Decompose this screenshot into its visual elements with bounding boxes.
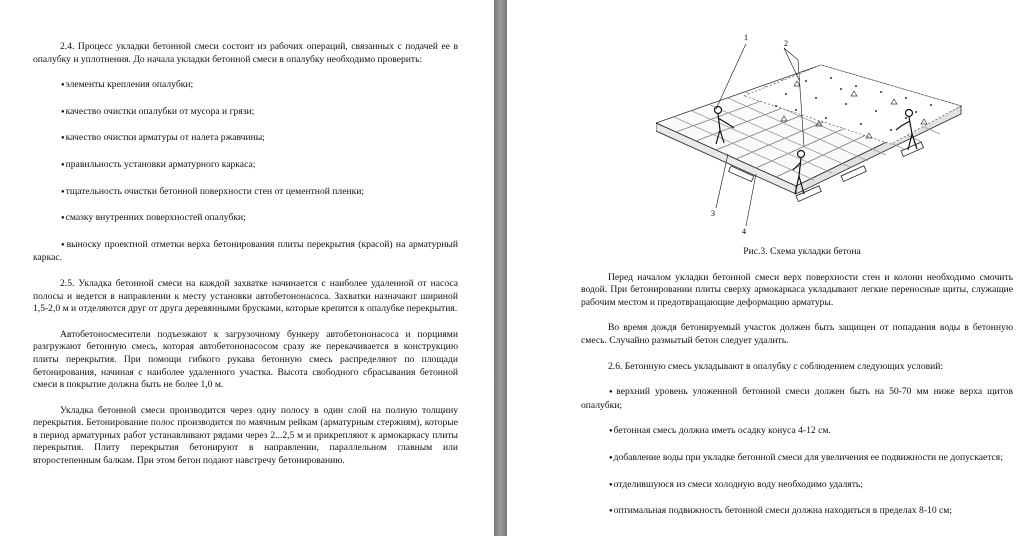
document-page-right xyxy=(507,0,1023,536)
bullet-item: ● элементы крепления опалубки; xyxy=(33,79,458,93)
document-page-left xyxy=(0,0,494,536)
figure-caption: Рис.3. Схема укладки бетона xyxy=(743,246,861,257)
paragraph-layer-placement: Укладка бетонной смеси производится через одну полосу в один слой на полную толщину перекрытия. Бетонирование полос производится по маячным рейкам (арматурным стержням), которые в период арматурных работ устанавливают рядами через 2...2,5 м и прикрепляют к армокаркасу плиты перекрытия. Плиту перекрытия бетонируют в направлении, параллельном главным или второстепенным балкам. При этом бетон подают навстречу бетонированию. xyxy=(33,404,458,467)
concrete-placement-diagram xyxy=(656,26,996,244)
bullet-item: ● смазку внутренних поверхностей опалубки; xyxy=(33,212,458,226)
bullet-item: ● выноску проектной отметки верха бетонирования плиты перекрытия (красой) на арматурный каркас. xyxy=(33,239,458,265)
bullet-item: ● оптимальная подвижность бетонной смеси должна находиться в пределах 8-10 см; xyxy=(581,505,1013,519)
page-gutter xyxy=(494,0,507,536)
bullet-item: ● отделившуюся из смеси холодную воду необходимо удалять; xyxy=(581,479,1013,493)
bullet-item: ● тщательность очистки бетонной поверхности стен от цементной пленки; xyxy=(33,186,458,200)
bullet-item: ● правильность установки арматурного каркаса; xyxy=(33,159,458,173)
slab-illustration xyxy=(656,26,996,244)
figure-label-2: 2 xyxy=(784,39,788,48)
bullet-item: ● добавление воды при укладке бетонной смеси для увеличения ее подвижности не допускается; xyxy=(581,452,1013,466)
bullet-item: ● бетонная смесь должна иметь осадку конуса 4-12 см. xyxy=(581,425,1013,439)
figure-label-3: 3 xyxy=(711,209,715,218)
bullet-item: ● качество очистки опалубки от мусора и грязи; xyxy=(33,106,458,120)
bullet-item: ● верхний уровень уложенной бетонной смеси должен быть на 50-70 мм ниже верха щитов опалубки; xyxy=(581,386,1013,412)
figure-label-4: 4 xyxy=(742,227,746,236)
figure-label-1: 1 xyxy=(744,33,748,42)
paragraph-2-6: 2.6. Бетонную смесь укладывают в опалубку с соблюдением следующих условий: xyxy=(608,360,944,372)
paragraph-2-5: 2.5. Укладка бетонной смеси на каждой захватке начинается с наиболее удаленной от насоса полосы и ведется в направлении к месту установки автобетононасоса. Захватки назначают шириной 1,5-2,0 м и отделяются друг от друга деревянными брусками, которые крепятся к опалубке перекрытия. xyxy=(33,277,458,315)
paragraph-before-placement: Перед началом укладки бетонной смеси верх поверхности стен и колонн необходимо смочить водой. При бетонировании плиты сверху армокаркаса укладывают легкие переносные щиты, служащие рабочим местом и предотвращающие деформацию арматуры. xyxy=(581,271,1013,308)
paragraph-rain-protection: Во время дождя бетонируемый участок должен быть защищен от попадания воды в бетонную смесь. Случайно размытый бетон следует удалить. xyxy=(581,322,1013,346)
paragraph-2-4: 2.4. Процесс укладки бетонной смеси состоит из рабочих операций, связанных с подачей ее в опалубку и уплотнения. До начала укладки бетонной смеси в опалубку необходимо проверить: xyxy=(33,41,458,65)
bullet-item: ● качество очистки арматуры от налета ржавчины; xyxy=(33,132,458,146)
paragraph-concrete-mixers: Автобетоносмесители подъезжают к загрузочному бункеру автобетононасоса и порциями разгружают бетонную смесь, которая автобетононасосом сразу же перекачивается в конструкцию плиты перекрытия. При помощи гибкого рукава бетонную смесь распределяют по площади бетонирования, начиная с наиболее удаленного участка. Высота свободного сбрасывания бетонной смеси в покрытие должна быть не более 1,0 м. xyxy=(33,328,458,391)
